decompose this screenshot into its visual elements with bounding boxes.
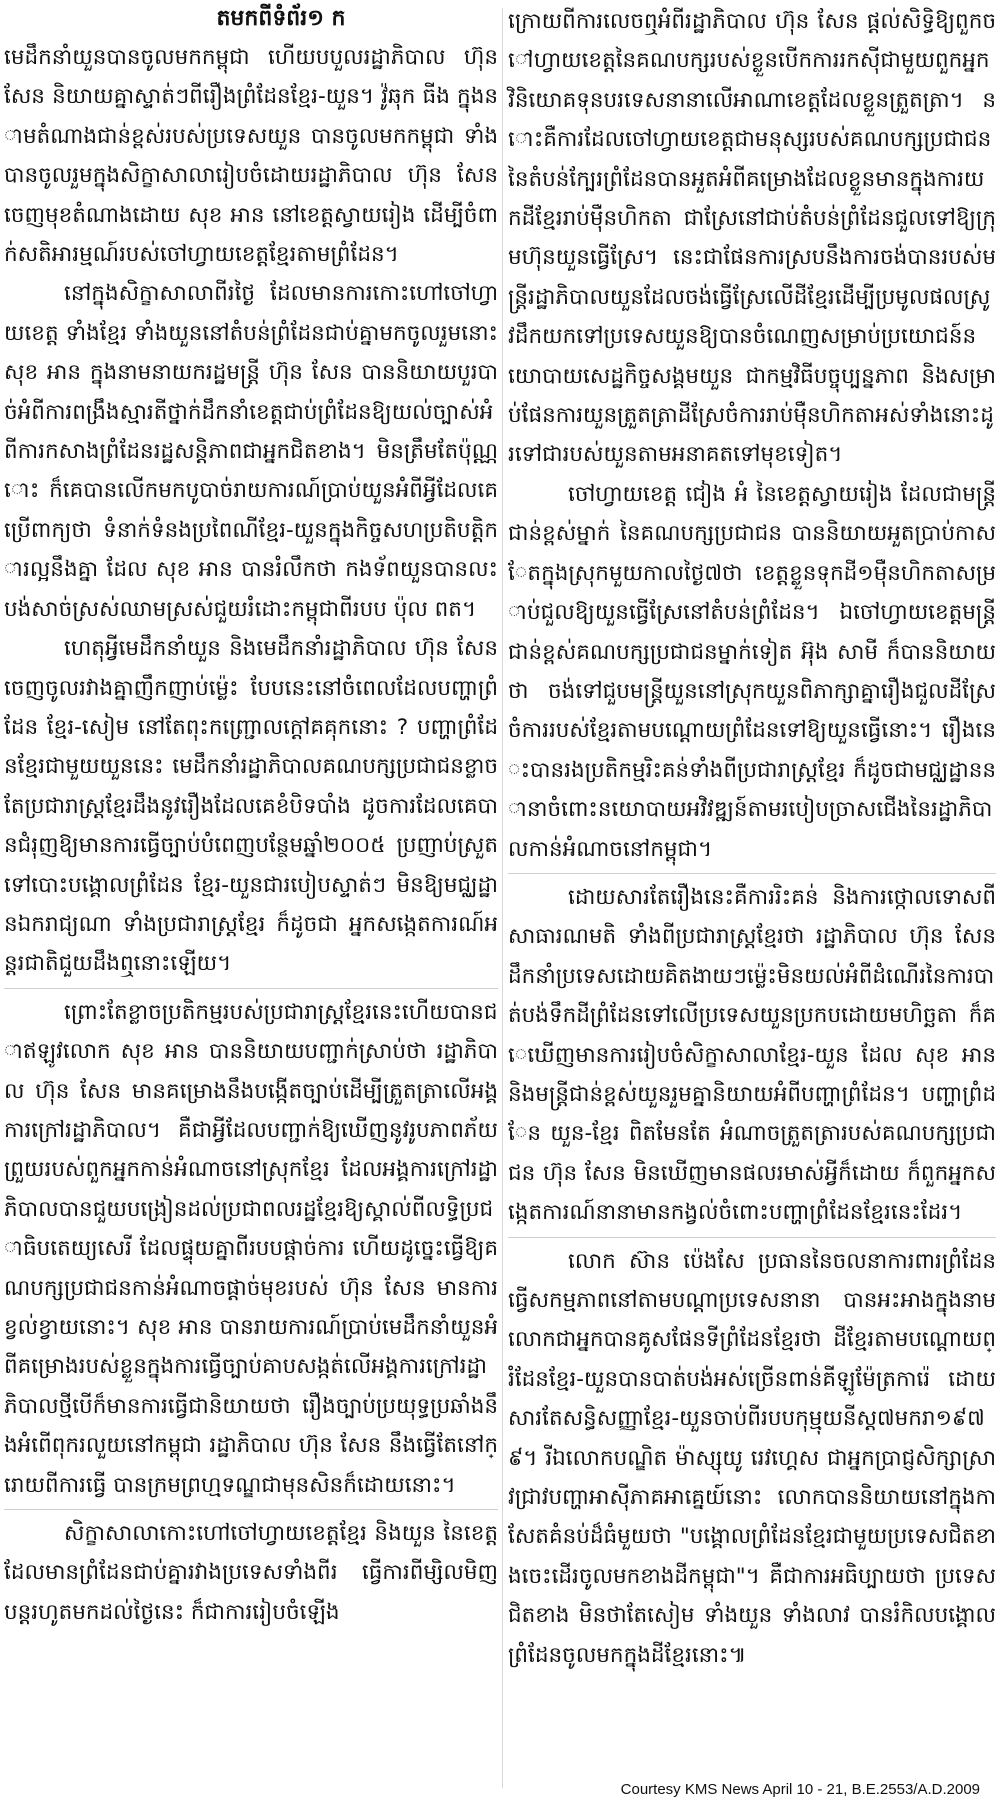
paragraph: ក្រោយពីការលេចឮអំពីរដ្ឋាភិបាល ហ៊ុន សែន ផ្ដល់សិទ្ធិឱ្យពួកចៅហ្វាយខេត្តនៃគណបក្សរបស់ខ្លួនបើកការរកស៊ីជាមួយពួកអ្នកវិនិយោគទុនបរទេសនានាលើអាណាខេត្តដែលខ្លួនត្រួតត្រា។ នោះគឺការដែលចៅហ្វាយខេត្តជាមនុស្សរបស់គណបក្សប្រជាជន នៃតំបន់ក្បែរព្រំដែនបានអួតអំពីគម្រោងដែលខ្លួនមានក្នុងការយកដីខ្មែររាប់ម៉ឺនហិកតា ជាស្រែនៅជាប់តំបន់ព្រំដែនជួលទៅឱ្យក្រុមហ៊ុនយួនធ្វើស្រែ។ នេះជាផែនការស្របនឹងការចង់បានរបស់មន្ត្រីរដ្ឋាភិបាលយួនដែលចង់ធ្វើស្រែលើដីខ្មែរដើម្បីប្រមូលផលស្រូវដឹកយកទៅប្រទេសយួនឱ្យបានចំណេញសម្រាប់ប្រយោជន៍នយោបាយសេដ្ឋកិច្ចសង្គមយួន ជាកម្មវិធីបច្ចុប្បន្នភាព និងសម្រាប់ផែនការយួនត្រួតត្រាដីស្រែចំការរាប់ម៉ឺនហិកតាអស់ទាំងនោះដូរទៅជារបស់យួនតាមអនាគតទៅមុខទៀត។ [508,9,996,468]
paragraph: មេដឹកនាំយួនបានចូលមកកម្ពុជា ហើយបបួលរដ្ឋាភិបាល ហ៊ុន សែន និយាយគ្នាស្ទាត់ៗពីរឿងព្រំដែនខ្មែរ-យួន។ វ៉ូឆុក ធីង ក្នុងនាមតំណាងជាន់ខ្ពស់របស់ប្រទេសយួន បានចូលមកកម្ពុជា ទាំងបានចូលរួមក្នុងសិក្ខាសាលារៀបចំដោយរដ្ឋាភិបាល ហ៊ុន សែន ចេញមុខតំណាងដោយ សុខ អាន នៅខេត្តស្វាយរៀង ដើម្បីចំពាក់សតិអារម្មណ៍របស់ចៅហ្វាយខេត្តខ្មែរតាមព្រំដែន។ [4,45,498,268]
divider [4,1509,498,1510]
paragraph: ហេតុអ្វីមេដឹកនាំយួន និងមេដឹកនាំរដ្ឋាភិបាល ហ៊ុន សែន ចេញចូលរវាងគ្នាញឹកញាប់ម្ល៉េះ បែបនេះនៅចំពេលដែលបញ្ហាព្រំដែន ខ្មែរ-សៀម នៅតែពុះកញ្ជ្រោលក្ដៅគគុកនោះ ? បញ្ហាព្រំដែនខ្មែរជាមួយយួននេះ មេដឹកនាំរដ្ឋាភិបាលគណបក្សប្រជាជនខ្លាចតែប្រជារាស្ត្រខ្មែរដឹងនូវរឿងដែលគេខំបិទបាំង ដូចការដែលគេបានជំរុញឱ្យមានការធ្វើច្បាប់បំពេញបន្ថែមឆ្នាំ២០០៥ ប្រញាប់ស្រួតទៅបោះបង្គោលព្រំដែន ខ្មែរ-យួនជារបៀបស្ទាត់ៗ មិនឱ្យមជ្ឈដ្ឋានឯករាជ្យណា ទាំងប្រជារាស្ត្រខ្មែរ ក៏ដូចជា អ្នកសង្កេតការណ៍អន្តរជាតិជួយដឹងឮនោះឡើយ។ [4,636,498,977]
paragraph: ចៅហ្វាយខេត្ត ជៀង អំ នៃខេត្តស្វាយរៀង ដែលជាមន្ត្រីជាន់ខ្ពស់ម្នាក់ នៃគណបក្សប្រជាជន បាននិយាយអួតប្រាប់កាសែតក្នុងស្រុកមួយកាលថ្ងៃ៧ថា ខេត្តខ្លួនទុកដី១ម៉ឺនហិកតាសម្រាប់ជួលឱ្យយួនធ្វើស្រែនៅតំបន់ព្រំដែន។ ឯចៅហ្វាយខេត្តមន្ត្រីជាន់ខ្ពស់គណបក្សប្រជាជនម្នាក់ទៀត អ៊ុង សាមី ក៏បាននិយាយថា ចង់ទៅជួបមន្ត្រីយួននៅស្រុកយួនពិភាក្សាគ្នារឿងជួលដីស្រែចំការរបស់ខ្មែរតាមបណ្ដោយព្រំដែនទៅឱ្យយួនធ្វើនោះ។ រឿងនេះបានរងប្រតិកម្មរិះគន់ទាំងពីប្រជារាស្ត្រខ្មែរ ក៏ដូចជាមជ្ឈដ្ឋាននានាចំពោះនយោបាយអវិវឌ្ឍន៍តាមរបៀបច្រាសជើងនៃរដ្ឋាភិបាលកាន់អំណាចនៅកម្ពុជា។ [508,481,996,862]
paragraph: សិក្ខាសាលាកោះហៅចៅហ្វាយខេត្តខ្មែរ និងយួន នៃខេត្តដែលមានព្រំដែនជាប់គ្នារវាងប្រទេសទាំងពីរ ធ្វើការពីម្សិលមិញ បន្តរហូតមកដល់ថ្ងៃនេះ ក៏ជាការរៀបចំឡើង [4,1521,498,1625]
divider [508,1237,996,1238]
paragraph: លោក ស៊ាន ប៉េងសែ ប្រធាននៃចលនាការពារព្រំដែន ធ្វើសកម្មភាពនៅតាមបណ្ដាប្រទេសនានា បានអះអាងក្នុងនាមលោកជាអ្នកបានគូសផែនទីព្រំដែនខ្មែរថា ដីខ្មែរតាមបណ្ដោយព្រំដែនខ្មែរ-យួនបានបាត់បង់អស់ច្រើនពាន់គីឡូម៉ែត្រការ៉េ ដោយសារតែសន្ធិសញ្ញាខ្មែរ-យួនចាប់ពីរបបកុម្មុយនីស្ត៧មករា១៩៧៩។ រីឯលោកបណ្ឌិត ម៉ាស្សុយូ រេវហ្គេស ជាអ្នកប្រាជ្ញសិក្សាស្រាវជ្រាវបញ្ហាអាស៊ីភាគអាគ្នេយ៍នោះ លោកបាននិយាយនៅក្នុងកាសែតគំនប់ដ៏ធំមួយថា "បង្គោលព្រំដែនខ្មែរជាមួយប្រទេសជិតខាងចេះដើរចូលមកខាងដីកម្ពុជា"។ គឺជាការអធិប្បាយថា ប្រទេសជិតខាង មិនថាតែសៀម ទាំងយួន ទាំងលាវ បានរំកិលបង្គោលព្រំដែនចូលមកក្នុងដីខ្មែរនោះ៕ [508,1248,996,1668]
continued-heading: តមកពីទំព័រ១ ក [216,6,346,31]
courtesy-credit: Courtesy KMS News April 10 - 21, B.E.2553/A.D.2009 [620,1781,980,1798]
column-divider [502,8,503,1788]
right-column [508,0,996,1675]
paragraph: នៅក្នុងសិក្ខាសាលាពីរថ្ងៃ ដែលមានការកោះហៅចៅហ្វាយខេត្ត ទាំងខ្មែរ ទាំងយួននៅតំបន់ព្រំដែនជាប់គ្នាមកចូលរួមនោះ សុខ អាន ក្នុងនាមនាយករដ្ឋមន្ត្រី ហ៊ុន សែន បាននិយាយបួរបាច់អំពីការពង្រឹងស្មារតីថ្នាក់ដឹកនាំខេត្តជាប់ព្រំដែនឱ្យយល់ច្បាស់អំពីការកសាងព្រំដែនរដ្ឋសន្តិភាពជាអ្នកជិតខាង។ មិនត្រឹមតែប៉ុណ្ណោះ ក៏គេបានលើកមកបូបាច់រាយការណ៍ប្រាប់យួនអំពីអ្វីដែលគេប្រើពាក្យថា ទំនាក់ទំនងប្រពៃណីខ្មែរ-យួនក្នុងកិច្ចសហប្រតិបត្តិការល្អនឹងគ្នា ដែល សុខ អាន បានរំលឹកថា កងទ័ពយួនបានលះបង់សាច់ស្រស់ឈាមស្រស់ជួយរំដោះកម្ពុជាពីរបប ប៉ុល ពត។ [4,281,498,622]
divider [508,873,996,874]
paragraph: ព្រោះតែខ្លាចប្រតិកម្មរបស់ប្រជារាស្ត្រខ្មែរនេះហើយបានជាឥឡូវលោក សុខ អាន បាននិយាយបញ្ជាក់ស្រាប់ថា រដ្ឋាភិបាល ហ៊ុន សែន មានគម្រោងនឹងបង្កើតច្បាប់ដើម្បីត្រួតត្រាលើអង្គការក្រៅរដ្ឋាភិបាល។ គឺជាអ្វីដែលបញ្ជាក់ឱ្យឃើញនូវរូបភាពភ័យព្រួយរបស់ពួកអ្នកកាន់អំណាចនៅស្រុកខ្មែរ ដែលអង្គការក្រៅរដ្ឋាភិបាលបានជួយបង្រៀនដល់ប្រជាពលរដ្ឋខ្មែរឱ្យស្គាល់ពីលទ្ធិប្រជាធិបតេយ្យសេរី ដែលផ្ទុយគ្នាពីរបបផ្ដាច់ការ ហើយដូច្នេះធ្វើឱ្យគណបក្សប្រជាជនកាន់អំណាចផ្ដាច់មុខរបស់ ហ៊ុន សែន មានការខ្វល់ខ្វាយនោះ។ សុខ អាន បានរាយការណ៍ប្រាប់មេដឹកនាំយួនអំពីគម្រោងរបស់ខ្លួនក្នុងការធ្វើច្បាប់គាបសង្កត់លើអង្គការក្រៅរដ្ឋាភិបាលថ្មីបើក៏មានការធ្វើជានិយាយថា រឿងច្បាប់ប្រយុទ្ធប្រឆាំងនឹងអំពើពុករលួយនៅកម្ពុជា រដ្ឋាភិបាល ហ៊ុន សែន នឹងធ្វើតែនៅក្រោយពីការធ្វើ បានក្រមព្រហ្មទណ្ឌជាមុនសិនក៏ដោយនោះ។ [4,999,498,1498]
paragraph: ដោយសារតែរឿងនេះគឺការរិះគន់ និងការថ្កោលទោសពីសាធារណមតិ ទាំងពីប្រជារាស្ត្រខ្មែរថា រដ្ឋាភិបាល ហ៊ុន សែន ដឹកនាំប្រទេសដោយគិតងាយៗម្ល៉េះមិនយល់អំពីដំណើរនៃការបាត់បង់ទឹកដីព្រំដែនទៅលើប្រទេសយួនប្រកបដោយមហិច្ឆតា ក៏គេឃើញមានការរៀបចំសិក្ខាសាលាខ្មែរ-យួន ដែល សុខ អាន និងមន្ត្រីជាន់ខ្ពស់យួនរួមគ្នានិយាយអំពីបញ្ហាព្រំដែន។ បញ្ហាព្រំដែន យួន-ខ្មែរ ពិតមែនតែ អំណាចត្រួតត្រារបស់គណបក្សប្រជាជន ហ៊ុន សែន មិនឃើញមានផលរមាស់អ្វីក៏ដោយ ក៏ពួកអ្នកសង្កេតការណ៍នានាមានកង្វល់ចំពោះបញ្ហាព្រំដែនខ្មែរនេះដែរ។ [508,884,996,1226]
left-column [4,0,498,1632]
divider [4,988,498,989]
